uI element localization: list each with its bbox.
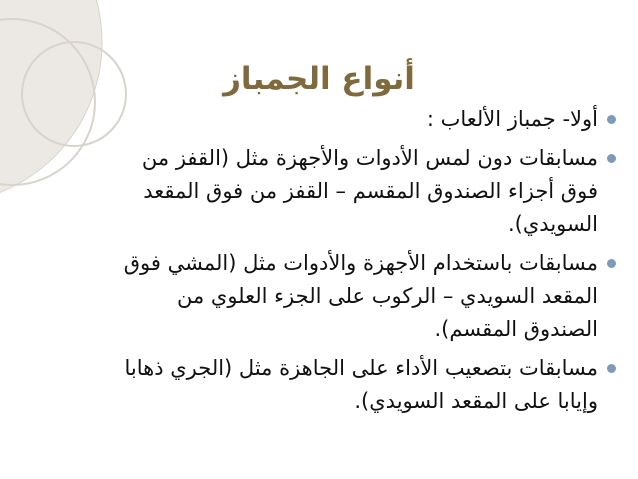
bullet-dot-icon [607, 364, 616, 373]
bullet-item-4 [110, 352, 616, 418]
bullet-item-3 [110, 247, 616, 346]
bullet-item-2 [110, 142, 616, 241]
decor-outline-circle-a [0, 19, 95, 185]
bullet-dot-icon [607, 115, 616, 124]
bullet-dot-icon [607, 259, 616, 268]
bullet-text: مسابقات دون لمس الأدوات والأجهزة مثل (القفز من فوق أجزاء الصندوق المقسم – القفز من فوق المقعد السويدي). [141, 146, 598, 236]
bullet-text: مسابقات باستخدام الأجهزة والأدوات مثل (المشي فوق المقعد السويدي – الركوب على الجزء العلوي من الصندوق المقسم). [123, 251, 598, 341]
slide-title: أنواع الجمباز [223, 60, 415, 97]
bullet-list [110, 103, 616, 424]
bullet-text: مسابقات بتصعيب الأداء على الجاهزة مثل (الجري ذهابا وإيابا على المقعد السويدي). [124, 356, 598, 413]
bullet-dot-icon [607, 154, 616, 163]
bullet-item-1 [110, 103, 616, 136]
bullet-text: أولا- جمباز الألعاب : [426, 107, 598, 131]
decor-large-circle [0, 0, 102, 204]
